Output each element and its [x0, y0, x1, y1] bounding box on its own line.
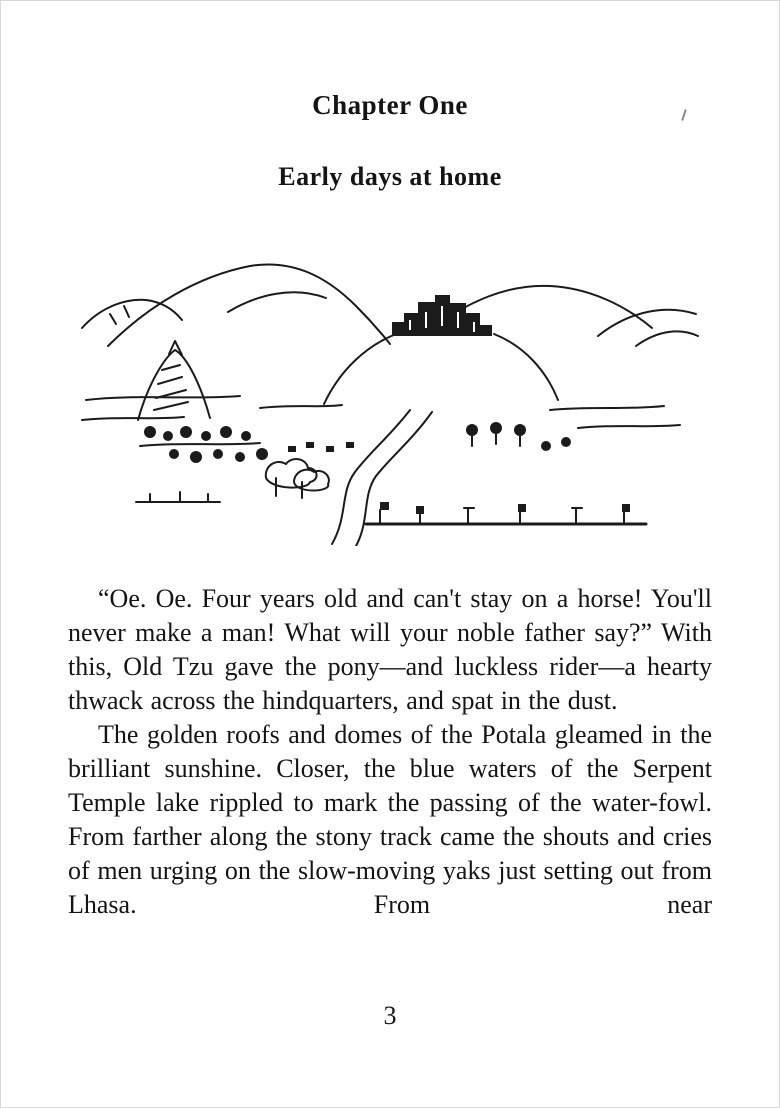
lhasa-valley-illustration [79, 250, 701, 546]
potala-hill [324, 334, 396, 404]
paragraph-1: “Oe. Oe. Four years old and can't stay on a horse! You'll never make a man! What will your noble father say?” With this, Old Tzu gave the pony—and luckless rider—a hearty thwack across the hindquarters, and spat in the dust. [68, 584, 712, 715]
mountain-ridge-left [108, 264, 390, 346]
illustration-figure [79, 250, 701, 546]
section-title: Early days at home [278, 162, 502, 191]
paragraph-2: The golden roofs and domes of the Potala gleamed in the brilliant sunshine. Closer, the blue waters of the Serpent Temple lake rippled to mark the passing of the water-fowl. From farther along the stony track came the shouts and cries of men urging on the slow-moving yaks just setting out from Lhasa. From near [68, 720, 712, 919]
body-text [68, 582, 712, 922]
pointed-hill [138, 350, 210, 420]
page-number: 3 [383, 1001, 397, 1030]
chapter-title: Chapter One [312, 90, 468, 120]
